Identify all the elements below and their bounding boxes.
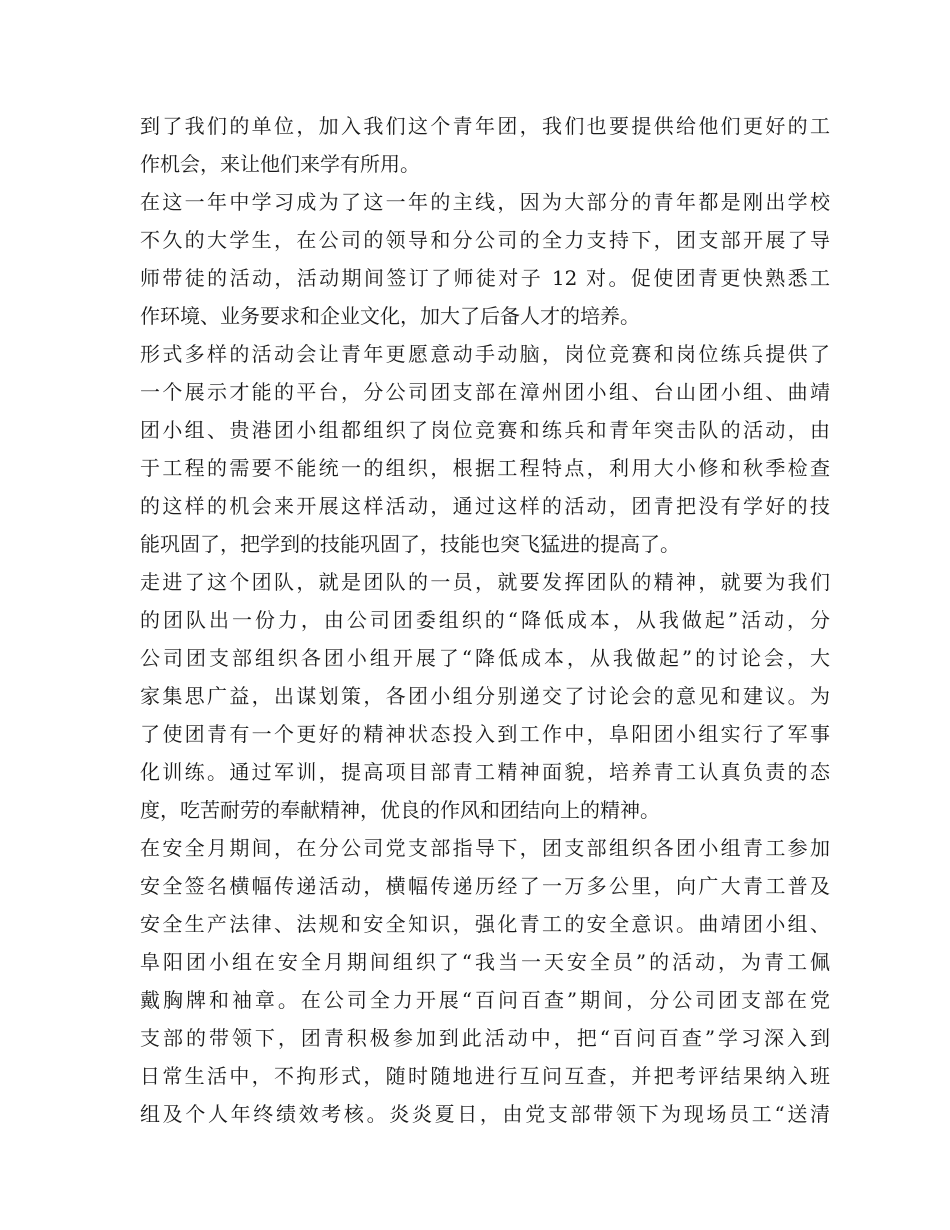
text-line: 阜阳团小组在安全月期间组织了“我当一天安全员”的活动，为青工佩 — [140, 950, 830, 974]
text-line: 了使团青有一个更好的精神状态投入到工作中，阜阳团小组实行了军事 — [140, 722, 830, 746]
body-text — [140, 107, 830, 1133]
text-line: 戴胸牌和袖章。在公司全力开展“百问百查”期间，分公司团支部在党 — [140, 988, 830, 1012]
text-line: 支部的带领下，团青积极参加到此活动中，把“百问百查”学习深入到 — [140, 1026, 830, 1050]
text-line: 作机会，来让他们来学有所用。 — [140, 152, 420, 176]
text-line: 在这一年中学习成为了这一年的主线，因为大部分的青年都是刚出学校 — [140, 190, 830, 214]
text-line: 走进了这个团队，就是团队的一员，就要发挥团队的精神，就要为我们 — [140, 570, 830, 594]
text-line: 团小组、贵港团小组都组织了岗位竞赛和练兵和青年突击队的活动，由 — [140, 418, 830, 442]
text-line: 日常生活中，不拘形式，随时随地进行互问互查，并把考评结果纳入班 — [140, 1064, 830, 1088]
text-line: 公司团支部组织各团小组开展了“降低成本，从我做起”的讨论会，大 — [140, 646, 830, 670]
text-line: 能巩固了，把学到的技能巩固了，技能也突飞猛进的提高了。 — [140, 532, 680, 556]
text-line: 度，吃苦耐劳的奉献精神，优良的作风和团结向上的精神。 — [140, 798, 660, 822]
text-line: 形式多样的活动会让青年更愿意动手动脑，岗位竞赛和岗位练兵提供了 — [140, 342, 830, 366]
text-line: 作环境、业务要求和企业文化，加大了后备人才的培养。 — [140, 304, 640, 328]
text-line: 安全签名横幅传递活动，横幅传递历经了一万多公里，向广大青工普及 — [140, 874, 830, 898]
text-line: 在安全月期间，在分公司党支部指导下，团支部组织各团小组青工参加 — [140, 836, 830, 860]
text-line: 化训练。通过军训，提高项目部青工精神面貌，培养青工认真负责的态 — [140, 760, 830, 784]
text-line: 的团队出一份力，由公司团委组织的“降低成本，从我做起”活动，分 — [140, 608, 830, 632]
text-line: 组及个人年终绩效考核。炎炎夏日，由党支部带领下为现场员工“送清 — [140, 1102, 830, 1126]
text-line: 一个展示才能的平台，分公司团支部在漳州团小组、台山团小组、曲靖 — [140, 380, 830, 404]
text-line: 到了我们的单位，加入我们这个青年团，我们也要提供给他们更好的工 — [140, 114, 830, 138]
text-line: 不久的大学生，在公司的领导和分公司的全力支持下，团支部开展了导 — [140, 228, 830, 252]
text-line: 于工程的需要不能统一的组织，根据工程特点，利用大小修和秋季检查 — [140, 456, 830, 480]
text-line: 家集思广益，出谋划策，各团小组分别递交了讨论会的意见和建议。为 — [140, 684, 830, 708]
text-line: 师带徒的活动，活动期间签订了师徒对子 12 对。促使团青更快熟悉工 — [140, 266, 830, 290]
text-line: 的这样的机会来开展这样活动，通过这样的活动，团青把没有学好的技 — [140, 494, 830, 518]
text-line: 安全生产法律、法规和安全知识，强化青工的安全意识。曲靖团小组、 — [140, 912, 830, 936]
